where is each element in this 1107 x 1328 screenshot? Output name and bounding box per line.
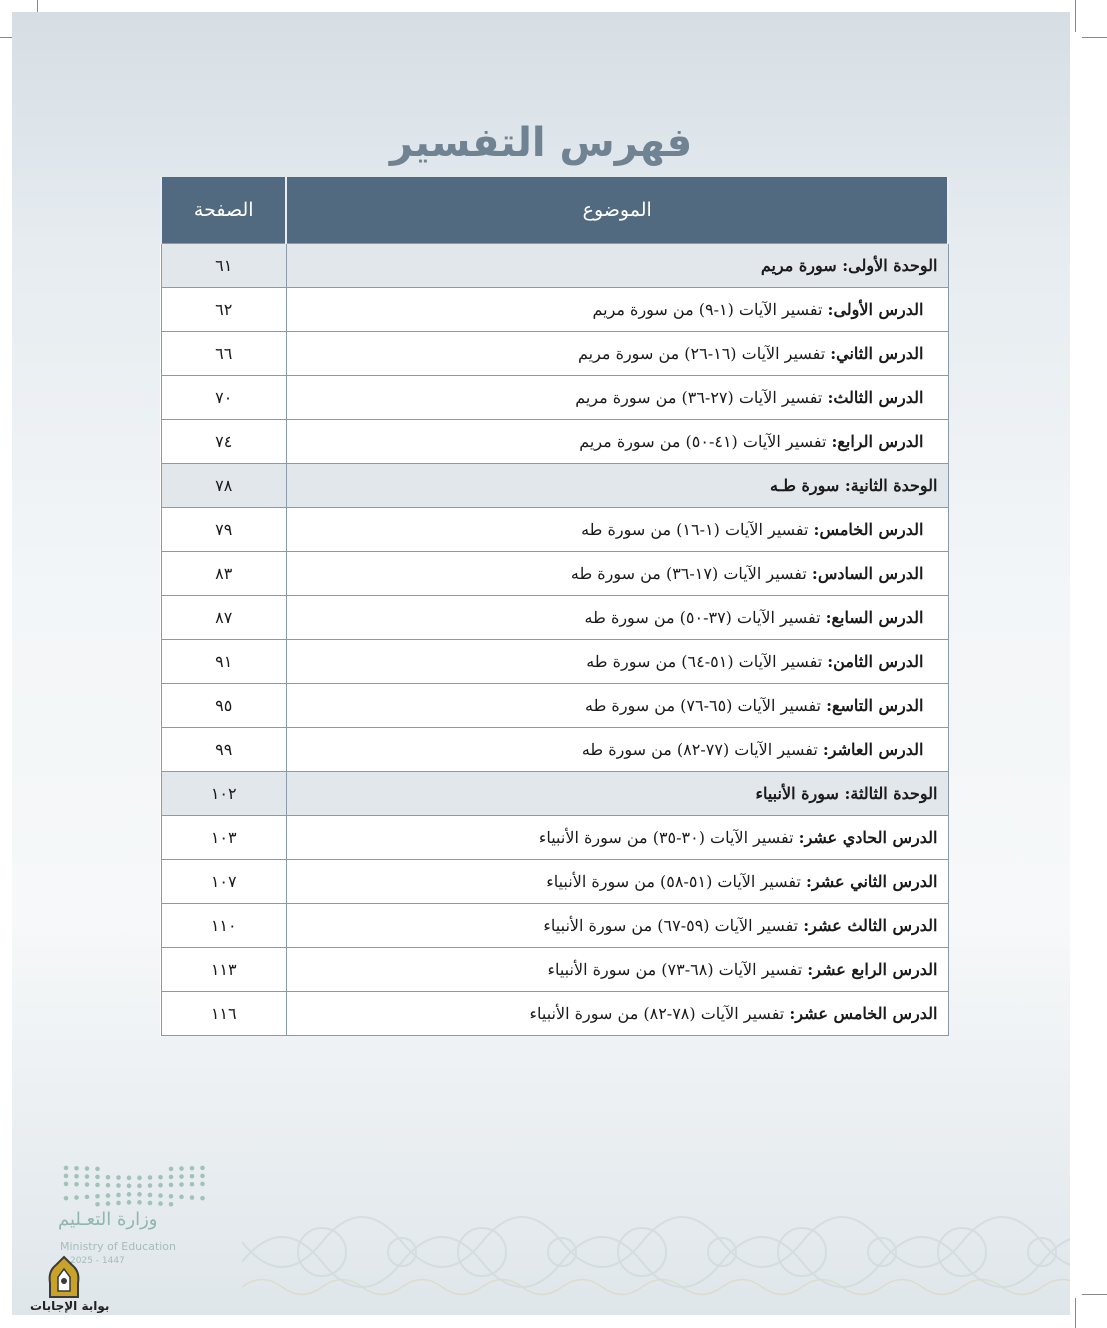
row-label: الدرس الخامس عشر: [789,1004,938,1023]
row-label: الوحدة الأولى: [842,256,938,275]
lesson-row [161,948,948,992]
page-number-cell: ٩١ [161,640,286,684]
row-label: الدرس الأولى: [827,300,924,319]
logo-dot [179,1174,184,1179]
page-number-cell: ٦٦ [161,332,286,376]
book-page [12,12,1070,1315]
logo-dot [95,1183,100,1188]
logo-dot [74,1174,79,1179]
crop-mark [1082,37,1107,38]
logo-dot [137,1184,142,1189]
crop-mark [1075,1298,1076,1328]
row-label: الدرس الثالث عشر: [803,916,938,935]
lesson-row [161,860,948,904]
page-number-cell: ٧٠ [161,376,286,420]
page-number-cell: ٨٣ [161,552,286,596]
logo-dot [200,1174,205,1179]
table-header-row [161,177,948,244]
lesson-row [161,684,948,728]
row-label: الدرس الثامن: [827,652,924,671]
topic-cell [286,860,948,904]
logo-dot [85,1182,90,1187]
logo-dot [127,1184,132,1189]
page-number-cell: ١٠٣ [161,816,286,860]
row-text: تفسير الآيات (٢٧-٣٦) من سورة مريم [575,388,828,407]
ministry-name-english: Ministry of Education [60,1240,177,1253]
topic-cell [286,464,948,508]
row-text: سورة الأنبياء [755,784,845,803]
lesson-row [161,992,948,1036]
page-number-cell: ٩٩ [161,728,286,772]
logo-dot [74,1195,79,1200]
topic-cell [286,992,948,1036]
lesson-row [161,332,948,376]
row-text: تفسير الآيات (١٧-٣٦) من سورة طه [570,564,812,583]
topic-cell [286,640,948,684]
unit-row [161,244,948,288]
logo-dot [148,1193,153,1198]
page-number-cell: ٨٧ [161,596,286,640]
logo-dot [137,1176,142,1181]
logo-dot [95,1202,100,1207]
logo-dot [158,1193,163,1198]
logo-dot [190,1182,195,1187]
logo-dot [116,1175,121,1180]
page-title: فهرس التفسير [389,120,693,166]
decorative-ornament [242,1192,1070,1302]
topic-cell [286,904,948,948]
topic-cell [286,772,948,816]
row-text: سورة طـه [769,476,845,495]
topic-cell [286,244,948,288]
page-number-cell: ١١٣ [161,948,286,992]
topic-cell [286,420,948,464]
logo-dot [148,1183,153,1188]
logo-dot [95,1194,100,1199]
row-label: الوحدة الثالثة: [844,784,938,803]
row-text: تفسير الآيات (٦٨-٧٣) من سورة الأنبياء [547,960,808,979]
row-text: تفسير الآيات (٧٨-٨٢) من سورة الأنبياء [529,1004,790,1023]
logo-dot [148,1175,153,1180]
lesson-row [161,552,948,596]
topic-cell [286,552,948,596]
logo-dot [74,1182,79,1187]
logo-dot [137,1200,142,1205]
index-table [160,177,949,1036]
crop-mark [1082,1294,1107,1295]
page-number-cell: ٦٢ [161,288,286,332]
row-label: الدرس السادس: [811,564,924,583]
logo-dot [64,1196,69,1201]
logo-dot [64,1166,69,1171]
page-number-cell: ٩٥ [161,684,286,728]
page-number-cell: ٧٩ [161,508,286,552]
row-text: تفسير الآيات (٤١-٥٠) من سورة مريم [579,432,832,451]
topic-cell [286,596,948,640]
page-number-cell: ١١٠ [161,904,286,948]
logo-dot [74,1166,79,1171]
logo-dot [85,1174,90,1179]
row-text: تفسير الآيات (١-١٦) من سورة طه [581,520,814,539]
logo-dot [179,1182,184,1187]
row-text: تفسير الآيات (٧٧-٨٢) من سورة طه [581,740,823,759]
row-text: تفسير الآيات (١٦-٢٦) من سورة مريم [577,344,831,363]
logo-dot [106,1201,111,1206]
lesson-row [161,508,948,552]
logo-dot [106,1175,111,1180]
lesson-row [161,728,948,772]
crop-mark [1075,0,1076,32]
logo-dot [116,1201,121,1206]
logo-dot [169,1202,174,1207]
logo-dot [169,1175,174,1180]
logo-dot [190,1195,195,1200]
row-text: تفسير الآيات (١-٩) من سورة مريم [592,300,828,319]
logo-dot [106,1193,111,1198]
logo-dot [169,1183,174,1188]
lesson-row [161,376,948,420]
row-label: الدرس التاسع: [826,696,924,715]
logo-dot [64,1182,69,1187]
logo-dot [116,1193,121,1198]
topic-cell [286,684,948,728]
lesson-row [161,420,948,464]
logo-dot [127,1176,132,1181]
logo-dot [85,1195,90,1200]
logo-dot [158,1175,163,1180]
logo-dot [127,1192,132,1197]
logo-dot [148,1201,153,1206]
mosque-lantern-icon [42,1255,86,1299]
page-number-cell: ٧٤ [161,420,286,464]
logo-dot [64,1174,69,1179]
page-number-cell: ١٠٢ [161,772,286,816]
row-text: تفسير الآيات (٥١-٥٨) من سورة الأنبياء [546,872,807,891]
logo-dot [95,1167,100,1172]
header-topic: الموضوع [286,177,948,244]
logo-dot [158,1183,163,1188]
header-page: الصفحة [161,177,286,244]
page-number-cell: ١١٦ [161,992,286,1036]
row-text: تفسير الآيات (٥١-٦٤) من سورة طه [586,652,828,671]
row-label: الدرس الثالث: [827,388,924,407]
row-label: الدرس الخامس: [813,520,924,539]
logo-dot [190,1166,195,1171]
watermark-text: بوابة الإجابات [30,1299,110,1313]
row-text: تفسير الآيات (٣٧-٥٠) من سورة طه [584,608,826,627]
logo-dot [158,1201,163,1206]
page-number-cell: ١٠٧ [161,860,286,904]
lesson-row [161,640,948,684]
page-number-cell: ٦١ [161,244,286,288]
row-text: تفسير الآيات (٥٩-٦٧) من سورة الأنبياء [543,916,804,935]
topic-cell [286,816,948,860]
topic-cell [286,948,948,992]
row-text: تفسير الآيات (٦٥-٧٦) من سورة طه [585,696,827,715]
topic-cell [286,288,948,332]
logo-dot [127,1200,132,1205]
logo-dot [95,1175,100,1180]
row-text: تفسير الآيات (٣٠-٣٥) من سورة الأنبياء [538,828,799,847]
row-label: الدرس العاشر: [822,740,924,759]
logo-dot [200,1196,205,1201]
row-label: الدرس الثاني عشر: [806,872,938,891]
logo-dot [106,1183,111,1188]
lesson-row [161,288,948,332]
lesson-row [161,816,948,860]
row-label: الدرس الرابع عشر: [807,960,938,979]
page-number-cell: ٧٨ [161,464,286,508]
row-label: الدرس الرابع: [831,432,924,451]
unit-row [161,772,948,816]
logo-dot [200,1182,205,1187]
row-text: سورة مريم [760,256,843,275]
logo-dot [179,1166,184,1171]
logo-dot [169,1194,174,1199]
lesson-row [161,596,948,640]
ministry-name-arabic: وزارة التعـليم [58,1209,158,1230]
logo-dot [169,1167,174,1172]
logo-dot [179,1195,184,1200]
logo-dot [137,1192,142,1197]
logo-dot [190,1174,195,1179]
row-label: الدرس الحادي عشر: [798,828,938,847]
row-label: الوحدة الثانية: [844,476,938,495]
logo-dot [200,1166,205,1171]
lesson-row [161,904,948,948]
unit-row [161,464,948,508]
topic-cell [286,332,948,376]
topic-cell [286,376,948,420]
ministry-year: 2025 - 1447 [70,1256,125,1266]
topic-cell [286,728,948,772]
row-label: الدرس الثاني: [830,344,924,363]
row-label: الدرس السابع: [825,608,924,627]
topic-cell [286,508,948,552]
logo-dot [85,1166,90,1171]
logo-dot [116,1183,121,1188]
